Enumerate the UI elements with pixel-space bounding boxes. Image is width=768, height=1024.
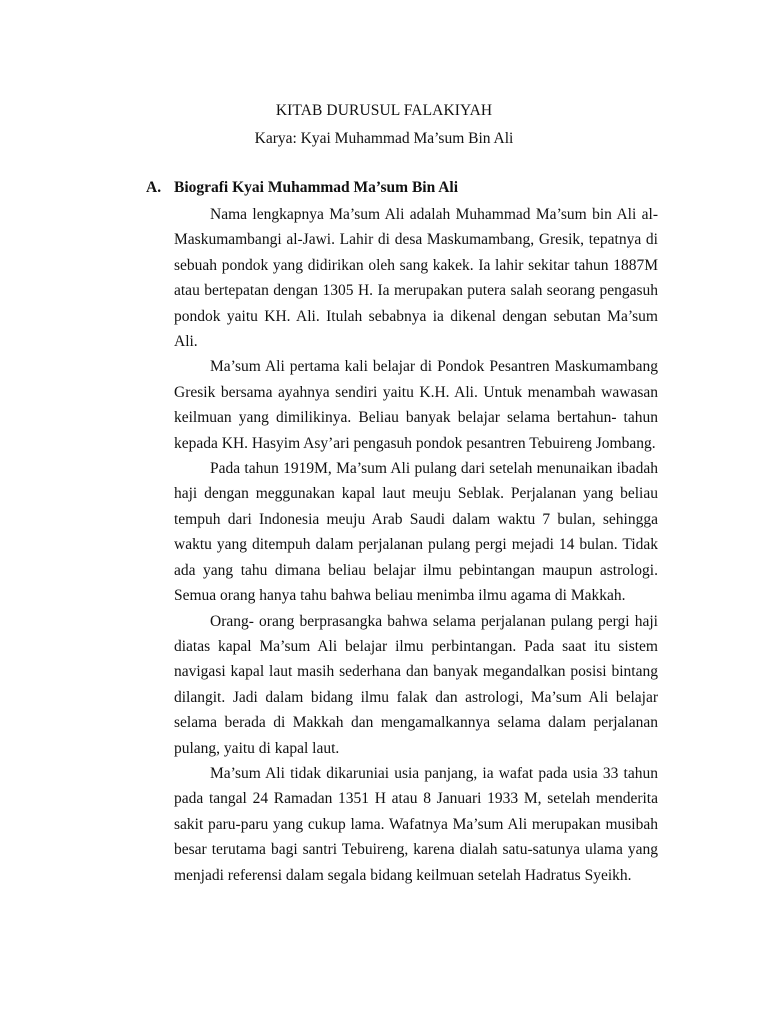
section-heading bbox=[146, 178, 458, 198]
document-subtitle: Karya: Kyai Muhammad Ma’sum Bin Ali bbox=[254, 130, 514, 147]
document-title: KITAB DURUSUL FALAKIYAH bbox=[275, 102, 493, 119]
paragraph: Nama lengkapnya Ma’sum Ali adalah Muhammad Ma’sum bin Ali al-Maskumambangi al-Jawi. Lahir di desa Maskumambang, Gresik, tepatnya di sebuah pondok yang didirikan oleh sang kakek. Ia lahir sekitar tahun 1887M atau bertepatan dengan 1305 H. Ia merupakan putera salah seorang pengasuh pondok yaitu KH. Ali. Itulah sebabnya ia dikenal dengan sebutan Ma’sum Ali. bbox=[174, 206, 658, 351]
paragraph: Ma’sum Ali tidak dikaruniai usia panjang, ia wafat pada usia 33 tahun pada tangal 24 Ramadan 1351 H atau 8 Januari 1933 M, setelah menderita sakit paru-paru yang cukup lama. Wafatnya Ma’sum Ali merupakan musibah besar terutama bagi santri Tebuireng, karena dialah satu-satunya ulama yang menjadi referensi dalam segala bidang keilmuan setelah Hadratus Syeikh. bbox=[174, 764, 658, 884]
paragraph: Pada tahun 1919M, Ma’sum Ali pulang dari setelah menunaikan ibadah haji dengan meggunakan kapal laut meuju Seblak. Perjalanan yang beliau tempuh dari Indonesia meuju Arab Saudi dalam waktu 7 bulan, sehingga waktu yang ditempuh dalam perjalanan pulang pergi mejadi 14 bulan. Tidak ada yang tahu dimana beliau belajar ilmu pebintangan maupun astrologi. Semua orang hanya tahu bahwa beliau menimba ilmu agama di Makkah. bbox=[174, 460, 658, 605]
section-body bbox=[174, 202, 658, 888]
section-letter: A. bbox=[146, 179, 162, 196]
section-heading-text: Biografi Kyai Muhammad Ma’sum Bin Ali bbox=[174, 179, 459, 196]
paragraph: Ma’sum Ali pertama kali belajar di Pondok Pesantren Maskumambang Gresik bersama ayahnya sendiri yaitu K.H. Ali. Untuk menambah wawasan keilmuan yang dimilikinya. Beliau banyak belajar selama bertahun- tahun kepada KH. Hasyim Asy’ari pengasuh pondok pesantren Tebuireng Jombang. bbox=[174, 358, 658, 452]
paragraph: Orang- orang berprasangka bahwa selama perjalanan pulang pergi haji diatas kapal Ma’sum Ali belajar ilmu perbintangan. Pada saat itu sistem navigasi kapal laut masih sederhana dan banyak megandalkan posisi bintang dilangit. Jadi dalam bidang ilmu falak dan astrologi, Ma’sum Ali belajar selama berada di Makkah dan mengamalkannya selama dalam perjalanan pulang, yaitu di kapal laut. bbox=[174, 612, 658, 757]
